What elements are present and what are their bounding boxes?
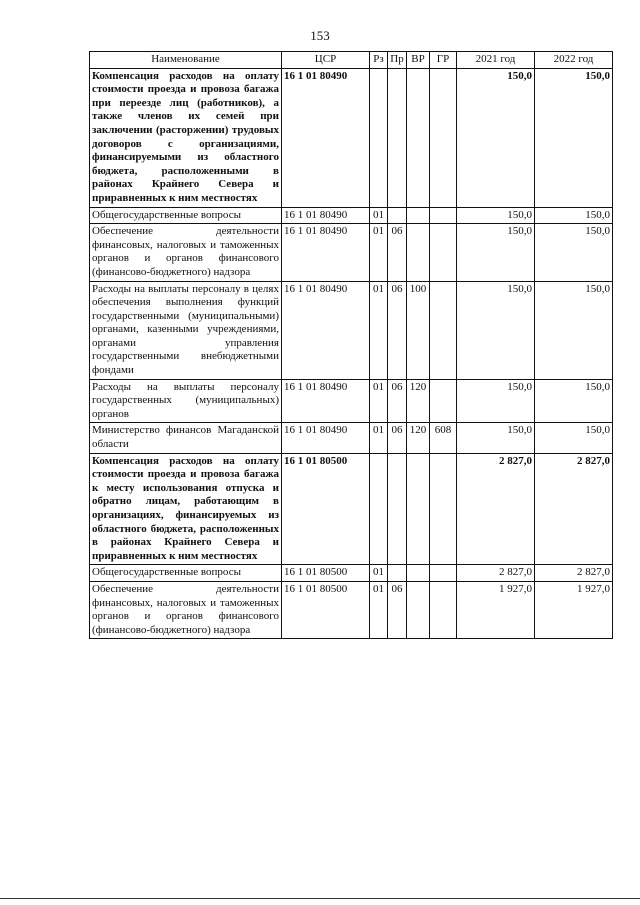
table-row (90, 68, 613, 207)
table-row (90, 423, 613, 453)
row-2022: 150,0 (535, 68, 613, 207)
row-2022: 2 827,0 (535, 453, 613, 565)
row-pr (388, 565, 407, 582)
row-gr (430, 565, 457, 582)
row-2022: 150,0 (535, 379, 613, 423)
table-row (90, 379, 613, 423)
row-gr (430, 281, 457, 379)
row-csr: 16 1 01 80490 (282, 281, 370, 379)
table-row (90, 581, 613, 638)
row-gr (430, 453, 457, 565)
row-pr (388, 207, 407, 224)
table-body (90, 68, 613, 639)
row-vr (407, 207, 430, 224)
header-vr: ВР (407, 52, 430, 69)
row-gr (430, 379, 457, 423)
page-bottom-rule (0, 898, 640, 899)
row-rz: 01 (370, 379, 388, 423)
row-rz (370, 68, 388, 207)
row-vr (407, 565, 430, 582)
row-pr: 06 (388, 379, 407, 423)
row-vr: 120 (407, 379, 430, 423)
header-name: Наименование (90, 52, 282, 69)
row-csr: 16 1 01 80490 (282, 207, 370, 224)
row-gr (430, 68, 457, 207)
row-csr: 16 1 01 80500 (282, 565, 370, 582)
row-2021: 150,0 (457, 379, 535, 423)
row-pr: 06 (388, 423, 407, 453)
table-row (90, 453, 613, 565)
row-csr: 16 1 01 80490 (282, 224, 370, 281)
header-pr: Пр (388, 52, 407, 69)
row-2021: 150,0 (457, 224, 535, 281)
row-pr: 06 (388, 281, 407, 379)
row-name: Министерство финансов Магаданской области (90, 423, 282, 453)
row-csr: 16 1 01 80500 (282, 581, 370, 638)
page-number: 153 (310, 28, 330, 43)
row-name: Компенсация расходов на оплату стоимости проезда и провоза багажа при переезде лиц (работников), а также членов их семей при заключении (расторжении) трудовых договоров с организациями, финансируемыми из областного бюджета, расположенными в районах Крайнего Севера и приравненных к ним местностях (90, 68, 282, 207)
row-csr: 16 1 01 80490 (282, 68, 370, 207)
table-row (90, 565, 613, 582)
row-rz: 01 (370, 207, 388, 224)
row-pr: 06 (388, 224, 407, 281)
row-2021: 150,0 (457, 68, 535, 207)
row-rz: 01 (370, 581, 388, 638)
row-rz: 01 (370, 423, 388, 453)
row-vr: 120 (407, 423, 430, 453)
row-csr: 16 1 01 80490 (282, 423, 370, 453)
row-2022: 150,0 (535, 281, 613, 379)
row-2021: 150,0 (457, 423, 535, 453)
budget-table (89, 51, 613, 639)
header-csr: ЦСР (282, 52, 370, 69)
row-2021: 1 927,0 (457, 581, 535, 638)
row-2022: 150,0 (535, 207, 613, 224)
row-csr: 16 1 01 80490 (282, 379, 370, 423)
row-rz: 01 (370, 281, 388, 379)
row-rz: 01 (370, 565, 388, 582)
row-vr (407, 224, 430, 281)
table-row (90, 281, 613, 379)
row-name: Обеспечение деятельности финансовых, налоговых и таможенных органов и органов финансового (финансово-бюджетного) надзора (90, 581, 282, 638)
row-name: Обеспечение деятельности финансовых, налоговых и таможенных органов и органов финансового (финансово-бюджетного) надзора (90, 224, 282, 281)
row-2022: 2 827,0 (535, 565, 613, 582)
row-csr: 16 1 01 80500 (282, 453, 370, 565)
row-2022: 150,0 (535, 224, 613, 281)
table-row (90, 207, 613, 224)
row-2021: 150,0 (457, 207, 535, 224)
table-header-row (90, 52, 613, 69)
row-gr (430, 224, 457, 281)
row-name: Компенсация расходов на оплату стоимости проезда и провоза багажа к месту использования отпуска и обратно лицам, работающим в организациях, финансируемых из областного бюджета, расположенных в районах Крайнего Севера и приравненных к ним местностях (90, 453, 282, 565)
header-gr: ГР (430, 52, 457, 69)
row-pr: 06 (388, 581, 407, 638)
row-vr: 100 (407, 281, 430, 379)
row-2022: 150,0 (535, 423, 613, 453)
row-rz: 01 (370, 224, 388, 281)
row-pr (388, 68, 407, 207)
row-name: Расходы на выплаты персоналу в целях обеспечения выполнения функций государственными (муниципальными) органами, казенными учреждениями, органами управления государственными внебюджетными фондами (90, 281, 282, 379)
row-gr (430, 207, 457, 224)
row-2021: 150,0 (457, 281, 535, 379)
row-gr (430, 581, 457, 638)
row-name: Общегосударственные вопросы (90, 565, 282, 582)
row-vr (407, 453, 430, 565)
row-vr (407, 581, 430, 638)
row-vr (407, 68, 430, 207)
row-2021: 2 827,0 (457, 453, 535, 565)
table-row (90, 224, 613, 281)
row-pr (388, 453, 407, 565)
row-2021: 2 827,0 (457, 565, 535, 582)
row-2022: 1 927,0 (535, 581, 613, 638)
header-2021: 2021 год (457, 52, 535, 69)
row-name: Общегосударственные вопросы (90, 207, 282, 224)
header-rz: Рз (370, 52, 388, 69)
row-name: Расходы на выплаты персоналу государственных (муниципальных) органов (90, 379, 282, 423)
row-gr: 608 (430, 423, 457, 453)
header-2022: 2022 год (535, 52, 613, 69)
row-rz (370, 453, 388, 565)
